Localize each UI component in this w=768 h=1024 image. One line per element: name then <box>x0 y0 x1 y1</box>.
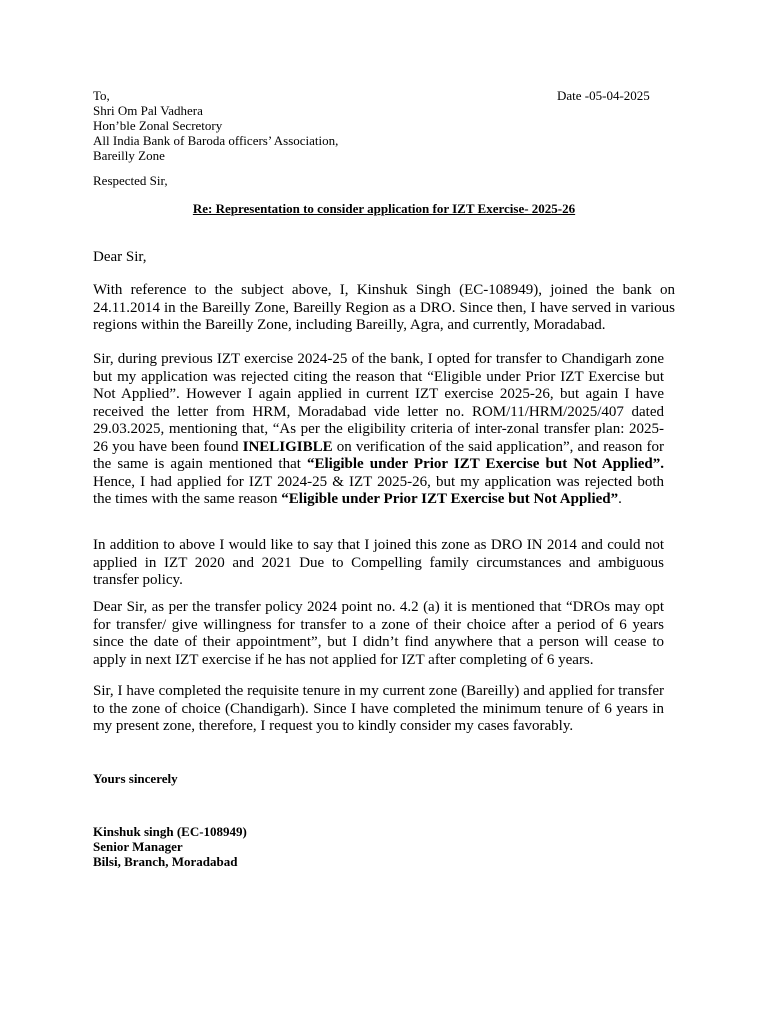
signature-designation: Senior Manager <box>93 839 183 854</box>
recipient-zone: Bareilly Zone <box>93 148 165 163</box>
p2-text-2: on verification of the said application”, and reason for the same is again mentioned that <box>93 438 664 472</box>
p2-text-1: Sir, during previous IZT exercise 2024-25 of the bank, I opted for transfer to Chandigarh zone but my application was rejected citing the reason that “Eligible under Prior IZT Exercise but Not Applied”. However I again applied in current IZT exercise 2025-26, but again I have received the letter from HRM, Moradabad vide letter no. ROM/11/HRM/2025/407 dated 29.03.2025, mentioning that, “As per the eligibility criteria of inter-zonal transfer plan: 2025-26 you have been found <box>93 351 664 455</box>
recipient-organization: All India Bank of Baroda officers’ Association, <box>93 133 339 148</box>
paragraph-policy: Dear Sir, as per the transfer policy 2024 point no. 4.2 (a) it is mentioned that “DROs may opt for transfer/ give willingness for transfer to a zone of their choice after a period of 6 years since the date of their appointment”, but I didn’t find anywhere that a person will cease to apply in next IZT exercise if he has not applied for IZT after completing of 6 years. <box>93 599 664 668</box>
recipient-title: Hon’ble Zonal Secretory <box>93 118 223 133</box>
paragraph-rejection-details <box>93 351 664 509</box>
p2-text-3: Hence, I had applied for IZT 2024-25 & IZT 2025-26, but my application was rejected both the times with the same reason <box>93 473 664 507</box>
paragraph-circumstances: In addition to above I would like to say that I joined this zone as DRO IN 2014 and could not applied in IZT 2020 and 2021 Due to Compelling family circumstances and ambiguous transfer policy. <box>93 537 664 588</box>
closing-line: Yours sincerely <box>93 771 178 786</box>
subject-line: Re: Representation to consider application for IZT Exercise- 2025-26 <box>192 201 576 216</box>
p2-text-4: . <box>618 491 622 507</box>
to-line: To, <box>93 88 110 103</box>
recipient-name: Shri Om Pal Vadhera <box>93 103 203 118</box>
letter-date: Date -05-04-2025 <box>557 88 650 103</box>
reason-emphasis-1: “Eligible under Prior IZT Exercise but Not Applied”. <box>307 456 664 472</box>
salutation-respected: Respected Sir, <box>93 173 168 188</box>
reason-emphasis-2: “Eligible under Prior IZT Exercise but Not Applied” <box>281 491 619 507</box>
signature-name: Kinshuk singh (EC-108949) <box>93 824 247 839</box>
salutation-dear: Dear Sir, <box>93 249 147 265</box>
ineligible-emphasis: INELIGIBLE <box>242 438 333 455</box>
signature-block <box>93 824 247 869</box>
signature-branch: Bilsi, Branch, Moradabad <box>93 854 238 869</box>
paragraph-request: Sir, I have completed the requisite tenure in my current zone (Bareilly) and applied for transfer to the zone of choice (Chandigarh). Since I have completed the minimum tenure of 6 years in my present zone, therefore, I request you to kindly consider my cases favorably. <box>93 683 664 734</box>
paragraph-introduction: With reference to the subject above, I, Kinshuk Singh (EC-108949), joined the bank on 24.11.2014 in the Bareilly Zone, Bareilly Region as a DRO. Since then, I have served in various regions within the Bareilly Zone, including Bareilly, Agra, and currently, Moradabad. <box>93 282 675 333</box>
recipient-address <box>93 88 513 163</box>
